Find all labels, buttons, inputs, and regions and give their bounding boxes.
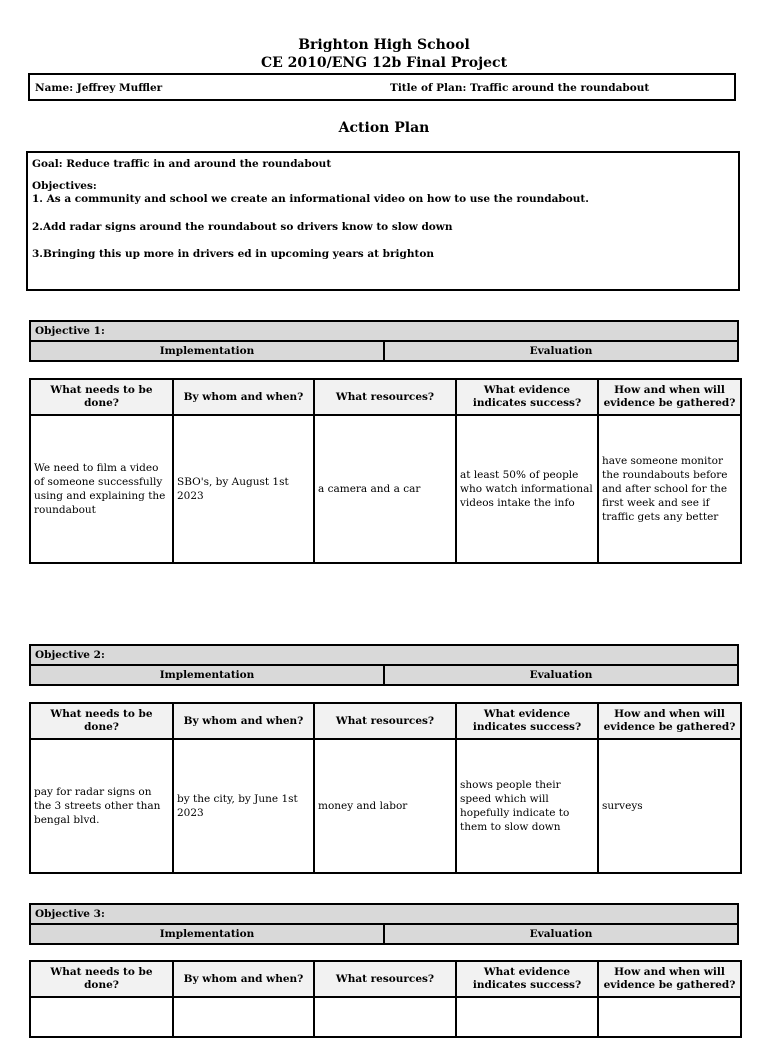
objective-1-table: [29, 378, 742, 564]
who-cell: by the city, by June 1st 2023: [173, 739, 314, 873]
column-header: What evidence indicates success?: [456, 703, 598, 739]
objective-1-header: [29, 320, 739, 362]
column-header: By whom and when?: [173, 703, 314, 739]
objective-2-header: [29, 644, 739, 686]
who-cell: [173, 997, 314, 1037]
evidence-cell: shows people their speed which will hopefully indicate to them to slow down: [456, 739, 598, 873]
evidence-cell: [456, 997, 598, 1037]
evaluation-label: Evaluation: [384, 341, 738, 361]
column-header: How and when will evidence be gathered?: [598, 379, 741, 415]
evaluation-label: Evaluation: [384, 924, 738, 944]
objective-title: Objective 3:: [30, 904, 738, 924]
goal-line: Goal: Reduce traffic in and around the roundabout: [32, 158, 332, 170]
plan-title: Title of Plan: Traffic around the roundabout: [390, 82, 650, 94]
column-header: By whom and when?: [173, 379, 314, 415]
resources-cell: money and labor: [314, 739, 456, 873]
evaluation-label: Evaluation: [384, 665, 738, 685]
column-header: What resources?: [314, 703, 456, 739]
column-header: What evidence indicates success?: [456, 379, 598, 415]
objective-3-header: [29, 903, 739, 945]
implementation-label: Implementation: [30, 341, 384, 361]
school-name: Brighton High School: [298, 37, 470, 53]
objective-item-1: 1. As a community and school we create an informational video on how to use the roundabout.: [32, 193, 589, 205]
column-header: How and when will evidence be gathered?: [598, 703, 741, 739]
objective-title: Objective 2:: [30, 645, 738, 665]
column-header: What needs to be done?: [30, 379, 173, 415]
name-plan-box: [28, 73, 736, 101]
column-header: How and when will evidence be gathered?: [598, 961, 741, 997]
todo-cell: We need to film a video of someone successfully using and explaining the roundabout: [30, 415, 173, 563]
student-name: Name: Jeffrey Muffler: [35, 82, 163, 94]
implementation-label: Implementation: [30, 665, 384, 685]
todo-cell: [30, 997, 173, 1037]
objective-item-2: 2.Add radar signs around the roundabout so drivers know to slow down: [32, 220, 453, 233]
objective-3-table: [29, 960, 742, 1038]
goal-box: [26, 151, 740, 291]
objective-2-table: [29, 702, 742, 874]
gathered-cell: have someone monitor the roundabouts before and after school for the first week and see if traffic gets any better: [598, 415, 741, 563]
column-header: What resources?: [314, 961, 456, 997]
objective-title: Objective 1:: [30, 321, 738, 341]
column-header: What needs to be done?: [30, 703, 173, 739]
column-header: What evidence indicates success?: [456, 961, 598, 997]
column-header: What resources?: [314, 379, 456, 415]
objective-item-3: 3.Bringing this up more in drivers ed in upcoming years at brighton: [32, 248, 435, 260]
who-cell: SBO's, by August 1st 2023: [173, 415, 314, 563]
resources-cell: a camera and a car: [314, 415, 456, 563]
implementation-label: Implementation: [30, 924, 384, 944]
course-title: CE 2010/ENG 12b Final Project: [260, 55, 508, 71]
section-title: Action Plan: [338, 120, 430, 136]
todo-cell: pay for radar signs on the 3 streets other than bengal blvd.: [30, 739, 173, 873]
column-header: By whom and when?: [173, 961, 314, 997]
resources-cell: [314, 997, 456, 1037]
objectives-label: Objectives:: [32, 179, 97, 192]
column-header: What needs to be done?: [30, 961, 173, 997]
gathered-cell: surveys: [598, 739, 741, 873]
gathered-cell: [598, 997, 741, 1037]
evidence-cell: at least 50% of people who watch informational videos intake the info: [456, 415, 598, 563]
